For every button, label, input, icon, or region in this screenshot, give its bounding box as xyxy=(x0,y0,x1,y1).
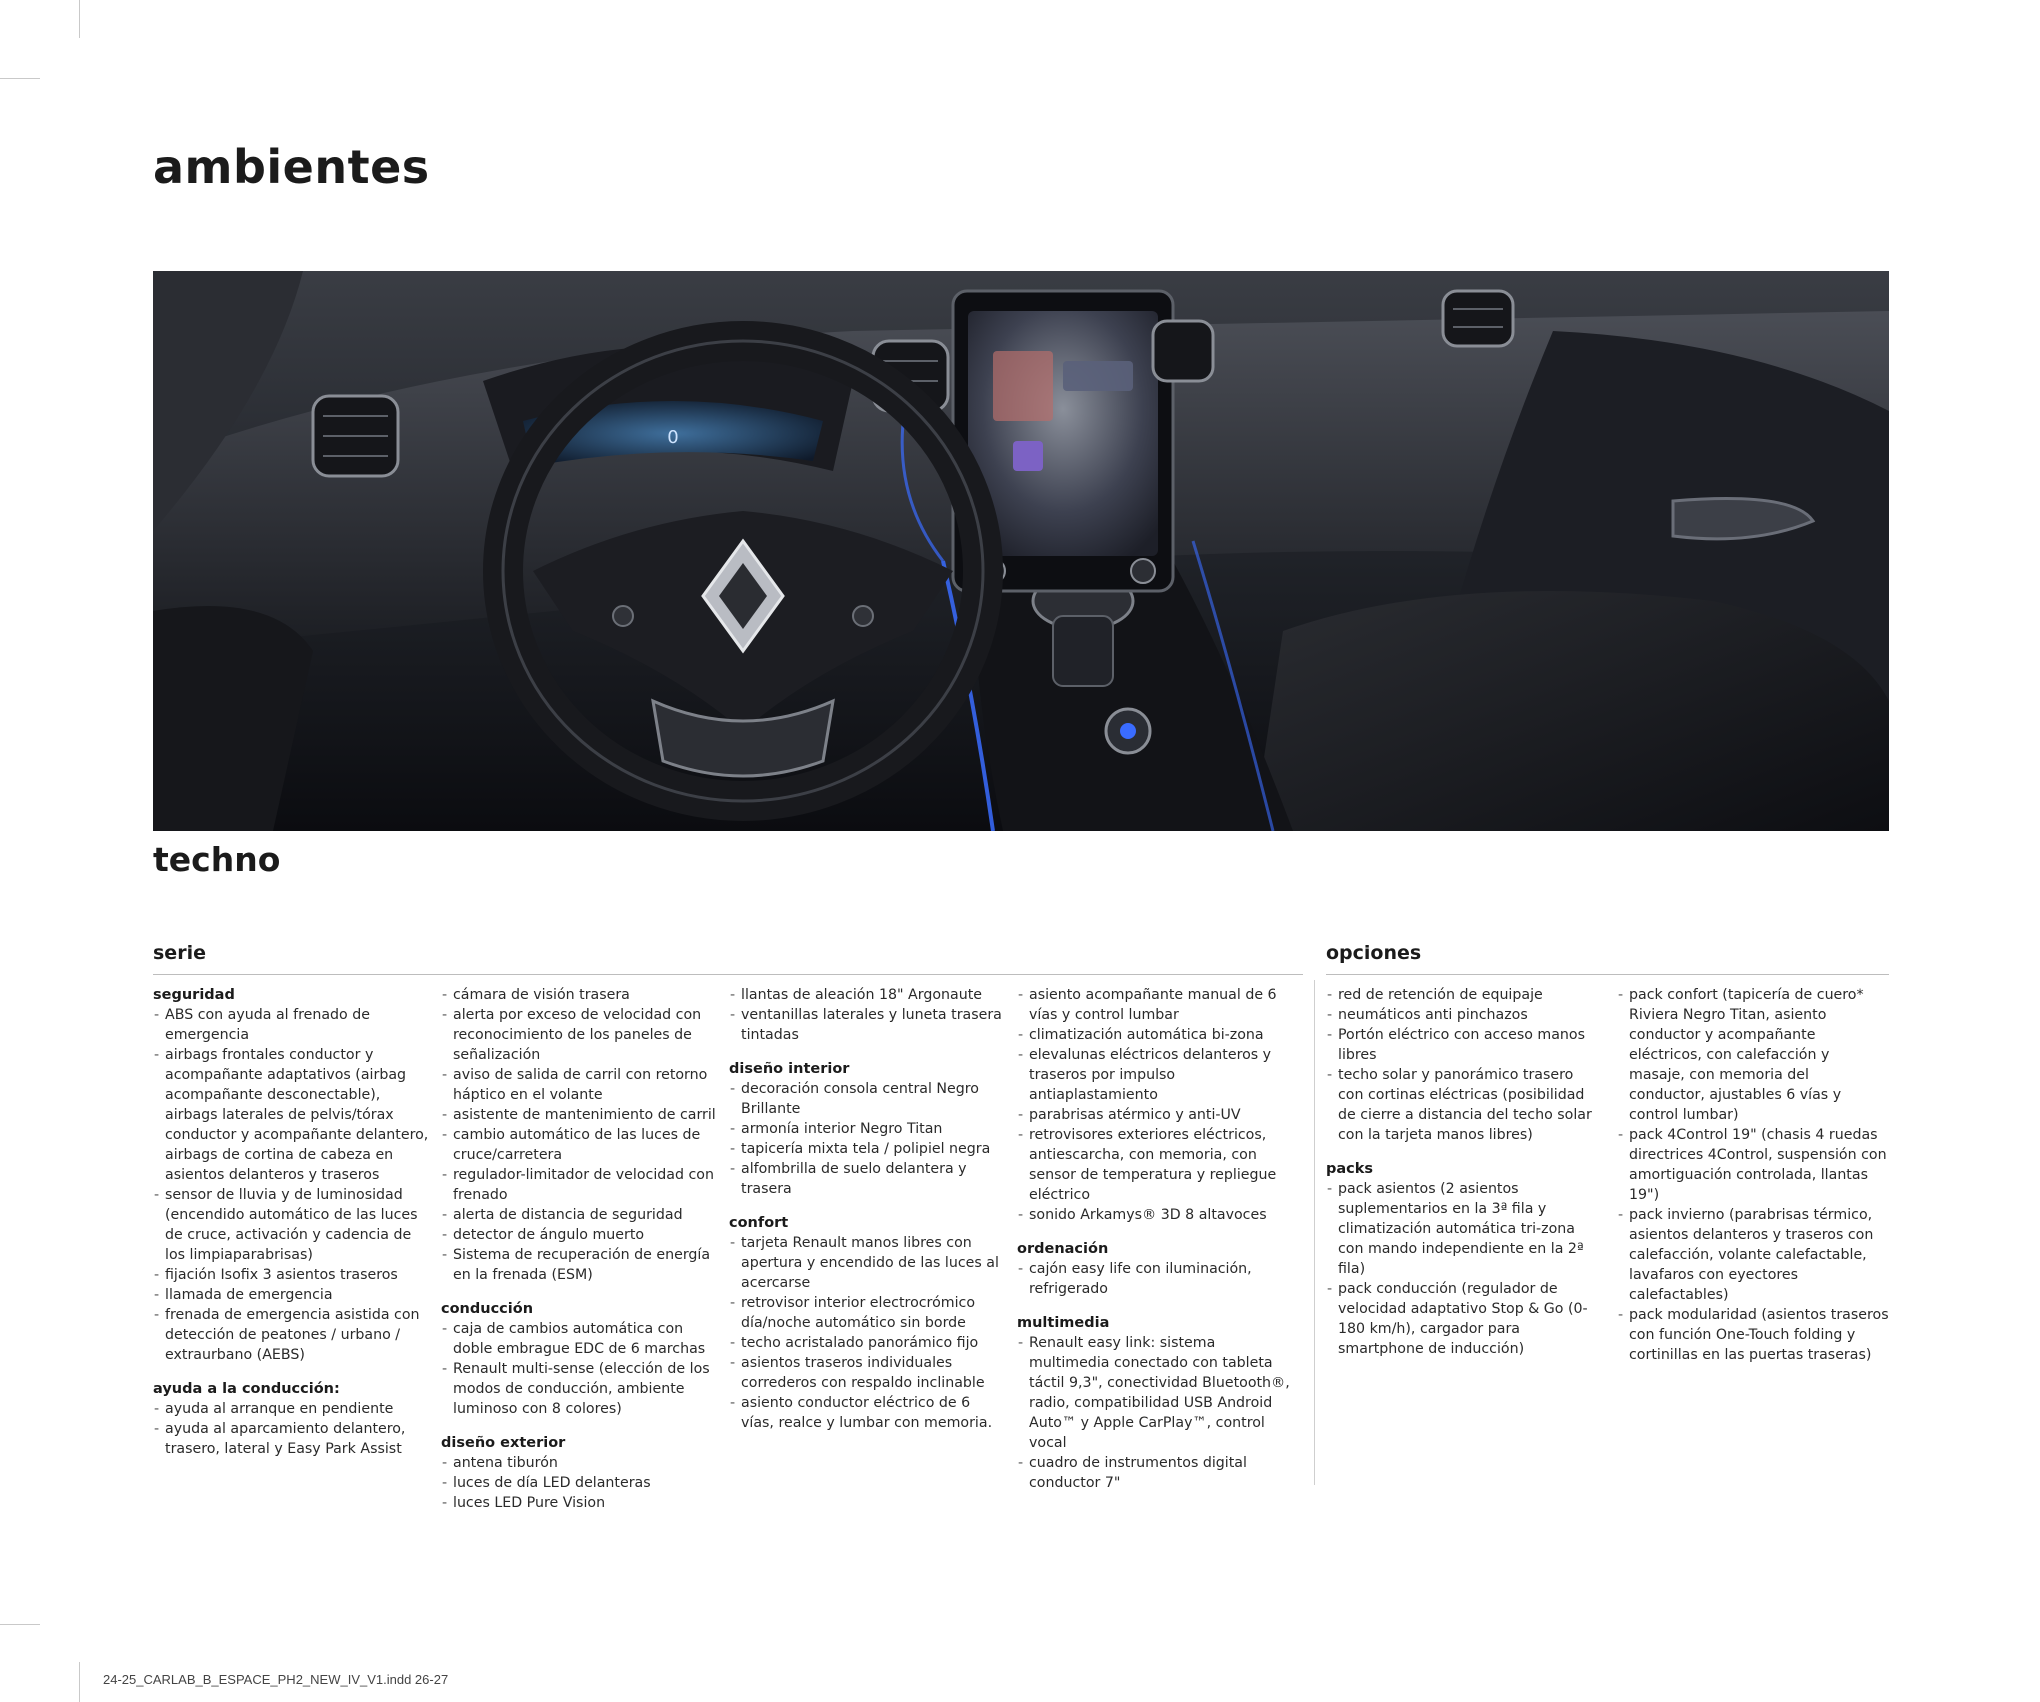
feature-item: - techo acristalado panorámico fijo xyxy=(729,1333,1005,1353)
feature-item: - parabrisas atérmico y anti-UV xyxy=(1017,1105,1293,1125)
section-divider xyxy=(1314,980,1315,1485)
feature-item: - regulador-limitador de velocidad con frenado xyxy=(441,1165,717,1205)
feature-item: - elevalunas eléctricos delanteros y traseros por impulso antiaplastamiento xyxy=(1017,1045,1293,1105)
feature-item: - techo solar y panorámico trasero con cortinas eléctricas (posibilidad de cierre a distancia del techo solar con la tarjeta manos libres) xyxy=(1326,1065,1602,1145)
feature-item: - caja de cambios automática con doble embrague EDC de 6 marchas xyxy=(441,1319,717,1359)
feature-item: - ayuda al aparcamiento delantero, trasero, lateral y Easy Park Assist xyxy=(153,1419,429,1459)
feature-item: - sonido Arkamys® 3D 8 altavoces xyxy=(1017,1205,1293,1225)
feature-item: - llamada de emergencia xyxy=(153,1285,429,1305)
opciones-column-1 xyxy=(1326,985,1602,1359)
interior-photo xyxy=(153,271,1889,831)
group-title: confort xyxy=(729,1215,789,1231)
feature-item: - pack conducción (regulador de velocidad adaptativo Stop & Go (0-180 km/h), cargador para smartphone de inducción) xyxy=(1326,1279,1602,1359)
feature-item: - alfombrilla de suelo delantera y trasera xyxy=(729,1159,1005,1199)
feature-list xyxy=(729,1079,1005,1199)
crop-mark-bottom-vertical xyxy=(79,1662,80,1702)
feature-item: - luces de día LED delanteras xyxy=(441,1473,717,1493)
feature-item: - armonía interior Negro Titan xyxy=(729,1119,1005,1139)
feature-item: - retrovisor interior electrocrómico día/noche automático sin borde xyxy=(729,1293,1005,1333)
serie-rule xyxy=(153,974,1303,975)
feature-item: - pack asientos (2 asientos suplementarios en la 3ª fila y climatización automática tri-zona con mando independiente en la 2ª fila) xyxy=(1326,1179,1602,1279)
group-title: packs xyxy=(1326,1161,1374,1177)
page-title: ambientes xyxy=(153,140,430,194)
feature-item: - frenada de emergencia asistida con detección de peatones / urbano / extraurbano (AEBS) xyxy=(153,1305,429,1365)
print-footer: 24-25_CARLAB_B_ESPACE_PH2_NEW_IV_V1.indd 26-27 xyxy=(103,1672,449,1687)
feature-list xyxy=(1017,1259,1293,1299)
group-title: seguridad xyxy=(153,987,235,1003)
feature-item: - pack modularidad (asientos traseros con función One-Touch folding y cortinillas en las puertas traseras) xyxy=(1617,1305,1889,1365)
feature-item: - asientos traseros individuales correderos con respaldo inclinable xyxy=(729,1353,1005,1393)
feature-item: - fijación Isofix 3 asientos traseros xyxy=(153,1265,429,1285)
feature-item: - red de retención de equipaje xyxy=(1326,985,1602,1005)
feature-item: - asiento conductor eléctrico de 6 vías, realce y lumbar con memoria. xyxy=(729,1393,1005,1433)
feature-item: - llantas de aleación 18" Argonaute xyxy=(729,985,1005,1005)
feature-item: - sensor de lluvia y de luminosidad (encendido automático de las luces de cruce, activación y cadencia de los limpiaparabrisas) xyxy=(153,1185,429,1265)
opciones-column-2 xyxy=(1617,985,1889,1365)
feature-item: - ventanillas laterales y luneta trasera tintadas xyxy=(729,1005,1005,1045)
feature-item: - pack confort (tapicería de cuero* Riviera Negro Titan, asiento conductor y acompañante eléctricos, con calefacción y masaje, con memoria del conductor, ajustables 6 vías y control lumbar) xyxy=(1617,985,1889,1125)
feature-list xyxy=(729,1233,1005,1433)
group-title: conducción xyxy=(441,1301,534,1317)
feature-list xyxy=(153,1005,429,1365)
group-title: ayuda a la conducción: xyxy=(153,1381,340,1397)
group-title: diseño interior xyxy=(729,1061,850,1077)
feature-list xyxy=(1617,985,1889,1365)
opciones-rule xyxy=(1326,974,1889,975)
feature-list xyxy=(1017,1333,1293,1493)
feature-list xyxy=(729,985,1005,1045)
serie-column-4 xyxy=(1017,985,1293,1493)
serie-column-1 xyxy=(153,985,429,1459)
feature-item: - antena tiburón xyxy=(441,1453,717,1473)
serie-column-3 xyxy=(729,985,1005,1433)
feature-item: - alerta de distancia de seguridad xyxy=(441,1205,717,1225)
feature-list xyxy=(1017,985,1293,1225)
feature-item: - asistente de mantenimiento de carril xyxy=(441,1105,717,1125)
ambiance-title: techno xyxy=(153,840,281,879)
feature-list xyxy=(153,1399,429,1459)
feature-item: - cámara de visión trasera xyxy=(441,985,717,1005)
serie-heading: serie xyxy=(153,942,206,964)
feature-item: - cajón easy life con iluminación, refrigerado xyxy=(1017,1259,1293,1299)
feature-list xyxy=(1326,1179,1602,1359)
feature-item: - detector de ángulo muerto xyxy=(441,1225,717,1245)
feature-item: - climatización automática bi-zona xyxy=(1017,1025,1293,1045)
crop-mark-top-horizontal xyxy=(0,78,40,79)
feature-list xyxy=(441,1319,717,1419)
feature-item: - Sistema de recuperación de energía en la frenada (ESM) xyxy=(441,1245,717,1285)
feature-item: - cambio automático de las luces de cruce/carretera xyxy=(441,1125,717,1165)
group-title: multimedia xyxy=(1017,1315,1110,1331)
group-title: ordenación xyxy=(1017,1241,1109,1257)
feature-item: - airbags frontales conductor y acompañante adaptativos (airbag acompañante desconectable), airbags laterales de pelvis/tórax conductor y acompañante delantero, airbags de cortina de cabeza en asientos delanteros y traseros xyxy=(153,1045,429,1185)
feature-item: - ayuda al arranque en pendiente xyxy=(153,1399,429,1419)
feature-item: - asiento acompañante manual de 6 vías y control lumbar xyxy=(1017,985,1293,1025)
feature-list xyxy=(441,985,717,1285)
feature-list xyxy=(1326,985,1602,1145)
feature-item: - tarjeta Renault manos libres con apertura y encendido de las luces al acercarse xyxy=(729,1233,1005,1293)
serie-column-2 xyxy=(441,985,717,1513)
feature-item: - neumáticos anti pinchazos xyxy=(1326,1005,1602,1025)
feature-item: - Renault multi-sense (elección de los modos de conducción, ambiente luminoso con 8 colores) xyxy=(441,1359,717,1419)
opciones-heading: opciones xyxy=(1326,942,1422,964)
feature-item: - aviso de salida de carril con retorno háptico en el volante xyxy=(441,1065,717,1105)
feature-item: - cuadro de instrumentos digital conductor 7" xyxy=(1017,1453,1293,1493)
feature-item: - decoración consola central Negro Brillante xyxy=(729,1079,1005,1119)
crop-mark-top-vertical xyxy=(79,0,80,38)
svg-text:0: 0 xyxy=(667,427,679,448)
feature-item: - alerta por exceso de velocidad con reconocimiento de los paneles de señalización xyxy=(441,1005,717,1065)
group-title: diseño exterior xyxy=(441,1435,566,1451)
feature-item: - pack invierno (parabrisas térmico, asientos delanteros y traseros con calefacción, volante calefactable, lavafaros con eyectores calefactables) xyxy=(1617,1205,1889,1305)
feature-item: - luces LED Pure Vision xyxy=(441,1493,717,1513)
feature-item: - Renault easy link: sistema multimedia conectado con tableta táctil 9,3", conectividad Bluetooth®, radio, compatibilidad USB Android Auto™ y Apple CarPlay™, control vocal xyxy=(1017,1333,1293,1453)
feature-item: - tapicería mixta tela / polipiel negra xyxy=(729,1139,1005,1159)
feature-item: - ABS con ayuda al frenado de emergencia xyxy=(153,1005,429,1045)
feature-item: - Portón eléctrico con acceso manos libres xyxy=(1326,1025,1602,1065)
crop-mark-bottom-horizontal xyxy=(0,1624,40,1625)
feature-item: - pack 4Control 19" (chasis 4 ruedas directrices 4Control, suspensión con amortiguación controlada, llantas 19") xyxy=(1617,1125,1889,1205)
feature-list xyxy=(441,1453,717,1513)
feature-item: - retrovisores exteriores eléctricos, antiescarcha, con memoria, con sensor de temperatura y repliegue eléctrico xyxy=(1017,1125,1293,1205)
